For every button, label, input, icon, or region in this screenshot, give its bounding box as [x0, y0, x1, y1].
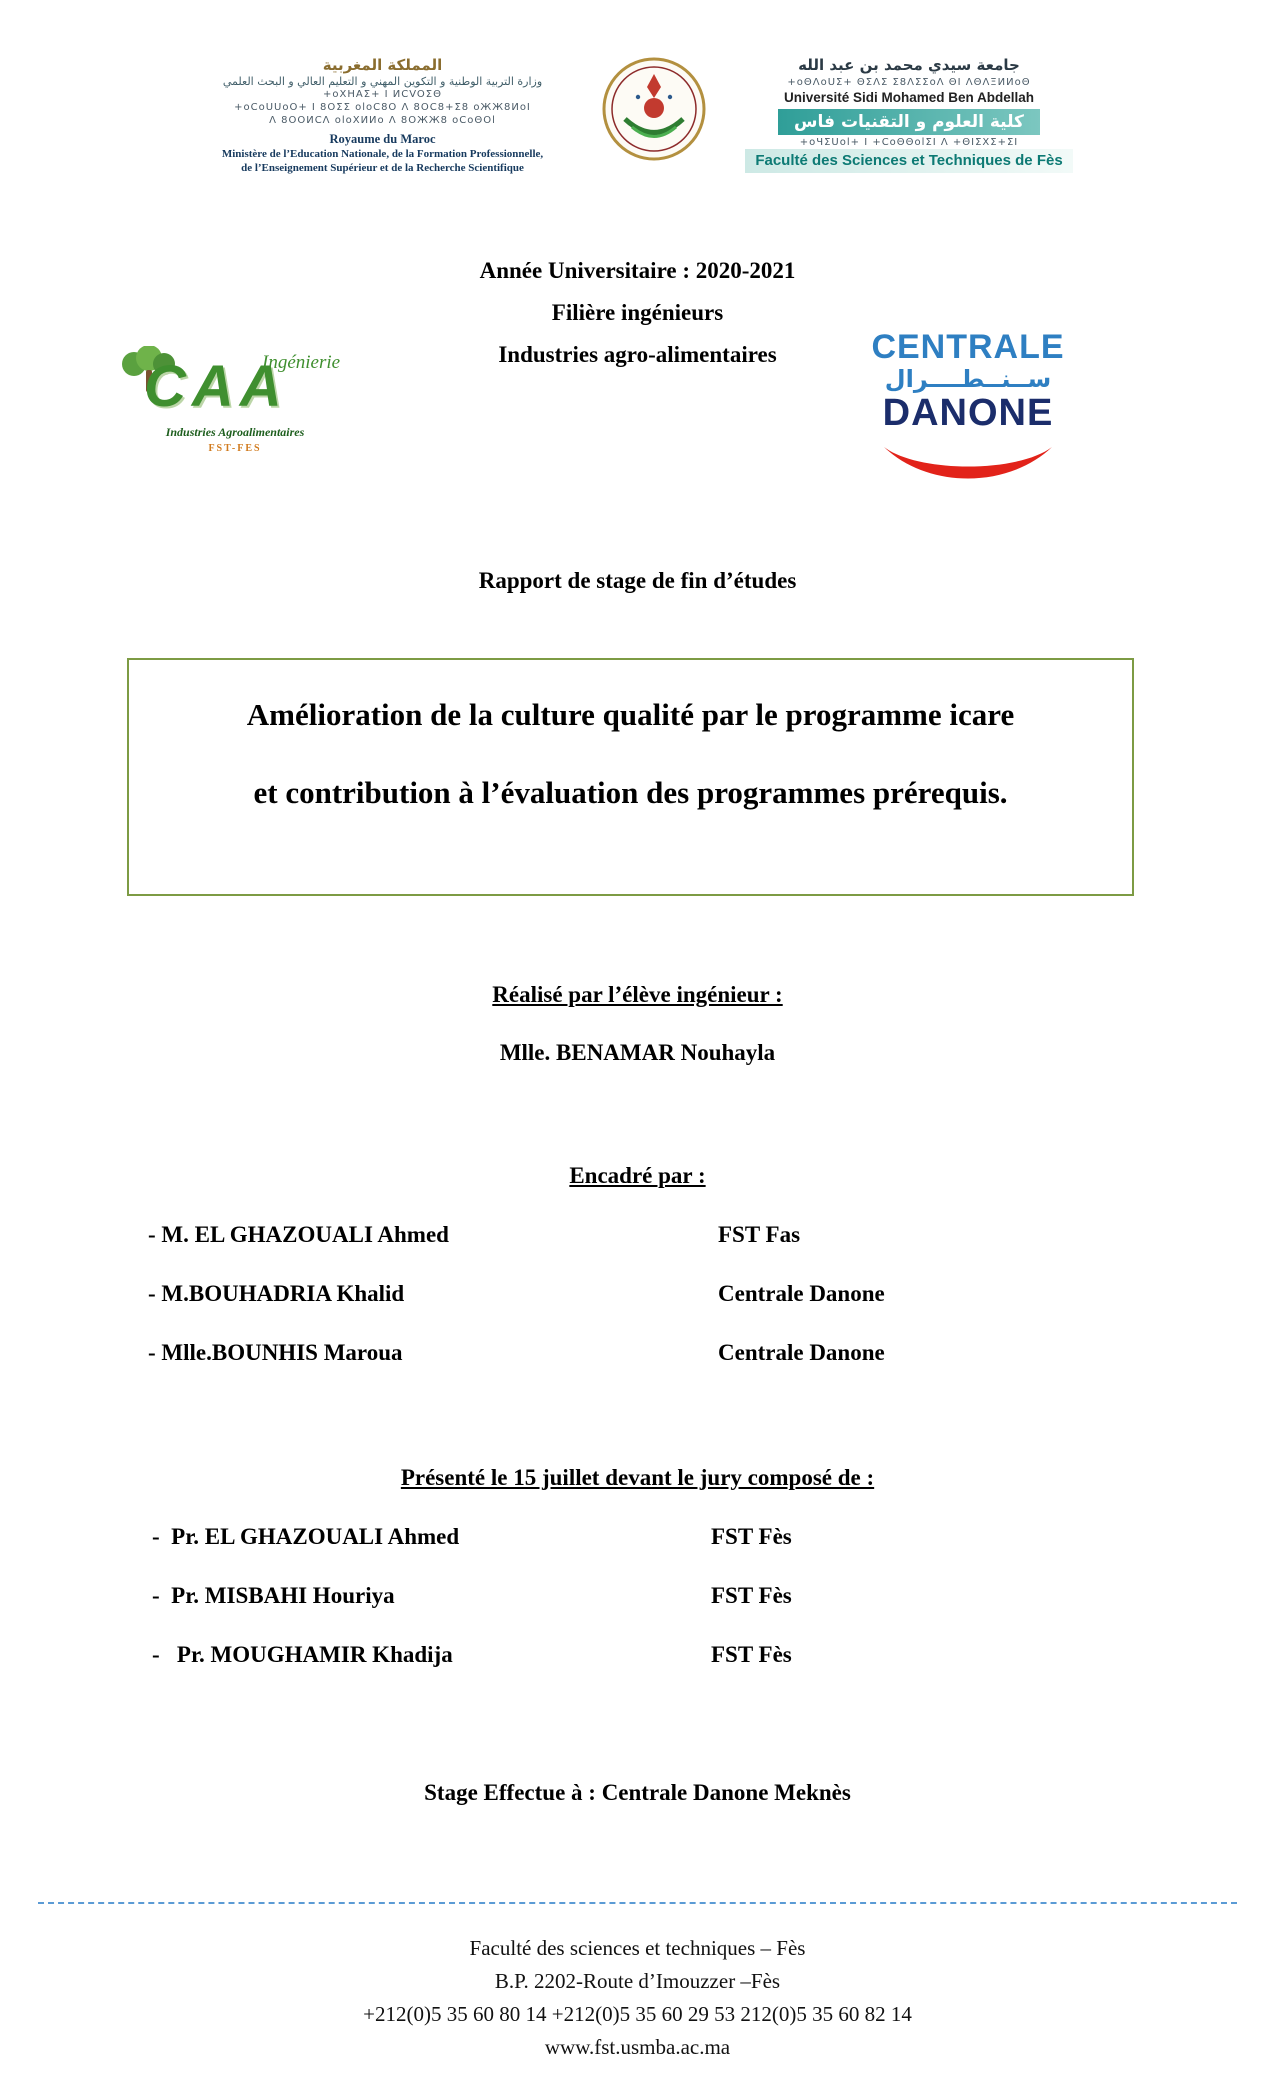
- jury-member-name: - Pr. MOUGHAMIR Khadija: [152, 1642, 453, 1667]
- jury-row: [0, 1642, 1275, 1674]
- report-type-label: Rapport de stage de fin d’études: [478, 568, 797, 593]
- jury-row: [0, 1583, 1275, 1615]
- supervisor-row: [0, 1281, 1275, 1313]
- jury-member-affiliation: FST Fès: [711, 1583, 792, 1608]
- ministere-line-1: Ministère de l’Education Nationale, de la Formation Professionnelle,: [221, 147, 544, 160]
- university-block: [733, 56, 1085, 173]
- supervisor-affiliation: Centrale Danone: [718, 1340, 885, 1365]
- university-arabic-name: جامعة سيدي محمد بن عبد الله: [798, 56, 1020, 74]
- danone-smile-icon: [868, 443, 1068, 491]
- jury-member-affiliation: FST Fès: [711, 1642, 792, 1667]
- footer-block: [0, 1932, 1275, 2064]
- report-title-box: [127, 658, 1134, 896]
- supervisor-affiliation: Centrale Danone: [718, 1281, 885, 1306]
- ministry-arabic-subtitle: وزارة التربية الوطنية و التكوين المهني و التعليم العالي و البحث العلمي: [222, 75, 543, 89]
- jury-member-name: - Pr. MISBAHI Houriya: [152, 1583, 395, 1608]
- ministry-arabic-title: المملكة المغربية: [322, 56, 443, 74]
- supervisor-row: [0, 1340, 1275, 1372]
- caa-logo: [110, 350, 360, 454]
- danone-wordmark: DANONE: [882, 392, 1054, 435]
- jury-member-name: - Pr. EL GHAZOUALI Ahmed: [152, 1524, 460, 1549]
- supervisor-affiliation: FST Fas: [718, 1222, 801, 1247]
- footer-faculty-line: Faculté des sciences et techniques – Fès: [469, 1936, 806, 1960]
- industries-label: Industries agro-alimentaires: [498, 342, 777, 367]
- faculty-latin-name: Faculté des Sciences et Techniques de Fès: [745, 149, 1072, 173]
- centrale-danone-logo: [868, 330, 1068, 491]
- report-title-line-1: Amélioration de la culture qualité par le programme icare: [246, 697, 1015, 732]
- university-tifinagh-line-1: +oΘΛoUΣ+ ΘΣΛΣ Σ8ΛΣΣoΛ ΘI ΛΘΛΞИИoΘ: [787, 76, 1031, 88]
- report-title-line-2: et contribution à l’évaluation des programmes prérequis.: [253, 775, 1008, 810]
- supervisor-name: - M.BOUHADRIA Khalid: [148, 1281, 405, 1306]
- faculty-arabic-banner: كلية العلوم و التقنيات فاس: [778, 109, 1040, 135]
- ministry-tifinagh-line-1: +oXHAΣ+ I ИCVOΣΘ: [323, 89, 442, 101]
- supervisor-name: - Mlle.BOUNHIS Maroua: [148, 1340, 403, 1365]
- university-emblem-icon: [601, 56, 707, 162]
- supervisor-row: [0, 1222, 1275, 1254]
- ministry-tifinagh-line-2: +oCoUUoO+ I 8OΣΣ oloC8O Λ 8OC8+Σ8 oЖЖ8ИoI: [234, 102, 531, 114]
- jury-row: [0, 1524, 1275, 1556]
- jury-member-affiliation: FST Fès: [711, 1524, 792, 1549]
- university-latin-name: Université Sidi Mohamed Ben Abdellah: [783, 89, 1035, 105]
- internship-location: Stage Effectue à : Centrale Danone Meknès: [424, 1780, 851, 1805]
- caa-fst-label: FST-FES: [208, 443, 262, 454]
- ministry-tifinagh-line-3: Λ 8OOИCΛ oloXИИo Λ 8OЖЖ8 oCoΘOl: [269, 114, 496, 126]
- dashed-separator: [38, 1902, 1237, 1904]
- author-heading: Réalisé par l’élève ingénieur :: [492, 982, 783, 1007]
- supervisor-name: - M. EL GHAZOUALI Ahmed: [148, 1222, 449, 1247]
- ministere-line-2: de l’Enseignement Supérieur et de la Recherche Scientifique: [241, 161, 524, 174]
- header-banner: [0, 56, 1275, 175]
- academic-year-label: Année Universitaire : 2020-2021: [479, 258, 796, 283]
- filiere-label: Filière ingénieurs: [551, 300, 724, 325]
- ministry-block: [190, 56, 575, 175]
- caa-ingenierie-text: Ingénierie: [262, 352, 341, 373]
- jury-heading: Présenté le 15 juillet devant le jury composé de :: [400, 1465, 875, 1490]
- royaume-du-maroc-label: Royaume du Maroc: [329, 131, 436, 146]
- footer-address-line: B.P. 2202-Route d’Imouzzer –Fès: [494, 1969, 781, 1993]
- caa-acronym-text: CAA: [144, 354, 288, 419]
- danone-arabic-wordmark: ســنــطــــرال: [884, 364, 1052, 393]
- university-tifinagh-line-2: +oЧΣUol+ I +CoΘΘolΣI Λ +ΘIΣXΣ+ΣI: [799, 137, 1019, 149]
- supervisors-heading-row: [0, 1163, 1275, 1189]
- author-block: [0, 982, 1275, 1066]
- centrale-wordmark: CENTRALE: [871, 328, 1065, 366]
- university-emblem-logo: [601, 56, 707, 162]
- footer-website: www.fst.usmba.ac.ma: [544, 2035, 731, 2059]
- caa-subtitle-text: Industries Agroalimentaires: [165, 425, 305, 439]
- supervisors-heading: Encadré par :: [569, 1163, 706, 1188]
- author-name: Mlle. BENAMAR Nouhayla: [499, 1040, 776, 1065]
- footer-phone-line: +212(0)5 35 60 80 14 +212(0)5 35 60 29 53 212(0)5 35 60 82 14: [363, 2002, 912, 2026]
- jury-heading-row: [0, 1465, 1275, 1491]
